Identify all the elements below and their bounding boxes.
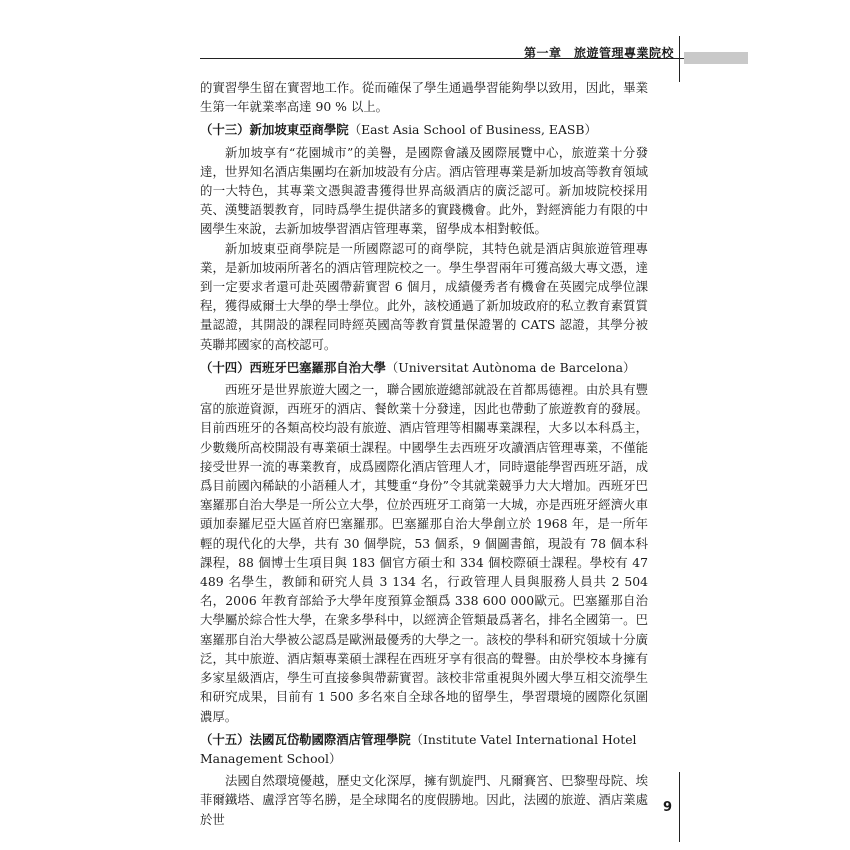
section-heading — [200, 730, 648, 768]
section-heading-english: （Institute Vatel International Hotel Management School） — [200, 731, 637, 766]
section-heading — [200, 120, 648, 139]
section-heading-english: （East Asia School of Business, EASB） — [348, 122, 597, 138]
paragraph: 法國自然環境優越，歷史文化深厚，擁有凱旋門、凡爾賽宮、巴黎聖母院、埃菲爾鐵塔、盧浮宮等名勝，是全球聞名的度假勝地。因此，法國的旅遊、酒店業處於世 — [200, 773, 648, 827]
section-heading-label: （十四）西班牙巴塞羅那自治大學 — [200, 359, 386, 375]
page-number: 9 — [662, 800, 672, 815]
header-accent-bar — [684, 52, 748, 64]
margin-line-bottom — [679, 772, 680, 842]
paragraph: 新加坡東亞商學院是一所國際認可的商學院，其特色就是酒店與旅遊管理專業，是新加坡兩所著名的酒店管理院校之一。學生學習兩年可獲高級大專文憑，達到一定要求者還可赴英國帶薪實習 6 個月，成績優秀者有機會在英國完成學位課程，獲得威爾士大學的學士學位。此外，該校通過了新加坡政府的私立教育素質質量認證，其開設的課程同時經英國高等教育質量保證署的 CATS 認證，其學分被英聯邦國家的高校認可。 — [200, 240, 648, 352]
running-header — [0, 36, 850, 76]
paragraph: 新加坡享有“花園城市”的美譽，是國際會議及國際展覽中心，旅遊業十分發達，世界知名酒店集團均在新加坡設有分店。酒店管理專業是新加坡高等教育領域的一大特色，其專業文憑與證書獲得世界高級酒店的廣泛認可。新加坡院校採用英、漢雙語製教育，同時爲學生提供諸多的實踐機會。此外，對經濟能力有限的中國學生來說，去新加坡學習酒店管理專業，留學成本相對較低。 — [200, 144, 648, 237]
chapter-title: 第一章 旅遊管理專業院校 — [523, 46, 674, 60]
paragraph: 西班牙是世界旅遊大國之一，聯合國旅遊總部就設在首都馬德裡。由於具有豐富的旅遊資源，西班牙的酒店、餐飲業十分發達，因此也帶動了旅遊教育的發展。目前西班牙的各類高校均設有旅遊、酒店管理等相關專業課程，大多以本科爲主，少數幾所高校開設有專業碩士課程。中國學生去西班牙攻讀酒店管理專業，不僅能接受世界一流的專業教育，成爲國際化酒店管理人才，同時還能學習西班牙語，成爲目前國內稀缺的小語種人才，其雙重“身份”令其就業競爭力大大增加。西班牙巴塞羅那自治大學是一所公立大學，位於西班牙工商第一大城，亦是西班牙經濟火車頭加泰羅尼亞大區首府巴塞羅那。巴塞羅那自治大學創立於 1968 年，是一所年輕的現代化的大學，共有 30 個學院，53 個系，9 個圖書館，現設有 78 個本科課程，88 個博士生項目與 183 個官方碩士和 334 個校際碩士課程。學校有 47 489 名學生，教師和研究人員 3 134 名，行政管理人員與服務人員共 2 504 名，2006 年教育部給予大學年度預算金額爲 338 600 000歐元。巴塞羅那自治大學屬於綜合性大學，在衆多學科中，以經濟企管類最爲著名，排名全國第一。巴塞羅那自治大學被公認爲是歐洲最優秀的大學之一。該校的學科和研究領域十分廣泛，其中旅遊、酒店類專業碩士課程在西班牙享有很高的聲譽。由於學校本身擁有多家星級酒店，學生可直接參與帶薪實習。該校非常重視與外國大學互相交流學生和研究成果，目前有 1 500 多名來自全球各地的留學生，學習環境的國際化氛圍濃厚。 — [200, 382, 648, 724]
section-heading-english: （Universitat Autònoma de Barcelona） — [385, 359, 636, 375]
margin-line-top — [679, 36, 680, 82]
page-body — [200, 78, 648, 829]
section-heading-label: （十五）法國瓦岱勒國際酒店管理學院 — [200, 731, 411, 747]
section-heading-label: （十三）新加坡東亞商學院 — [200, 122, 349, 138]
section-heading — [200, 358, 648, 377]
paragraph: 的實習學生留在實習地工作。從而確保了學生通過學習能夠學以致用，因此，畢業生第一年就業率高達 90 % 以上。 — [200, 80, 648, 115]
